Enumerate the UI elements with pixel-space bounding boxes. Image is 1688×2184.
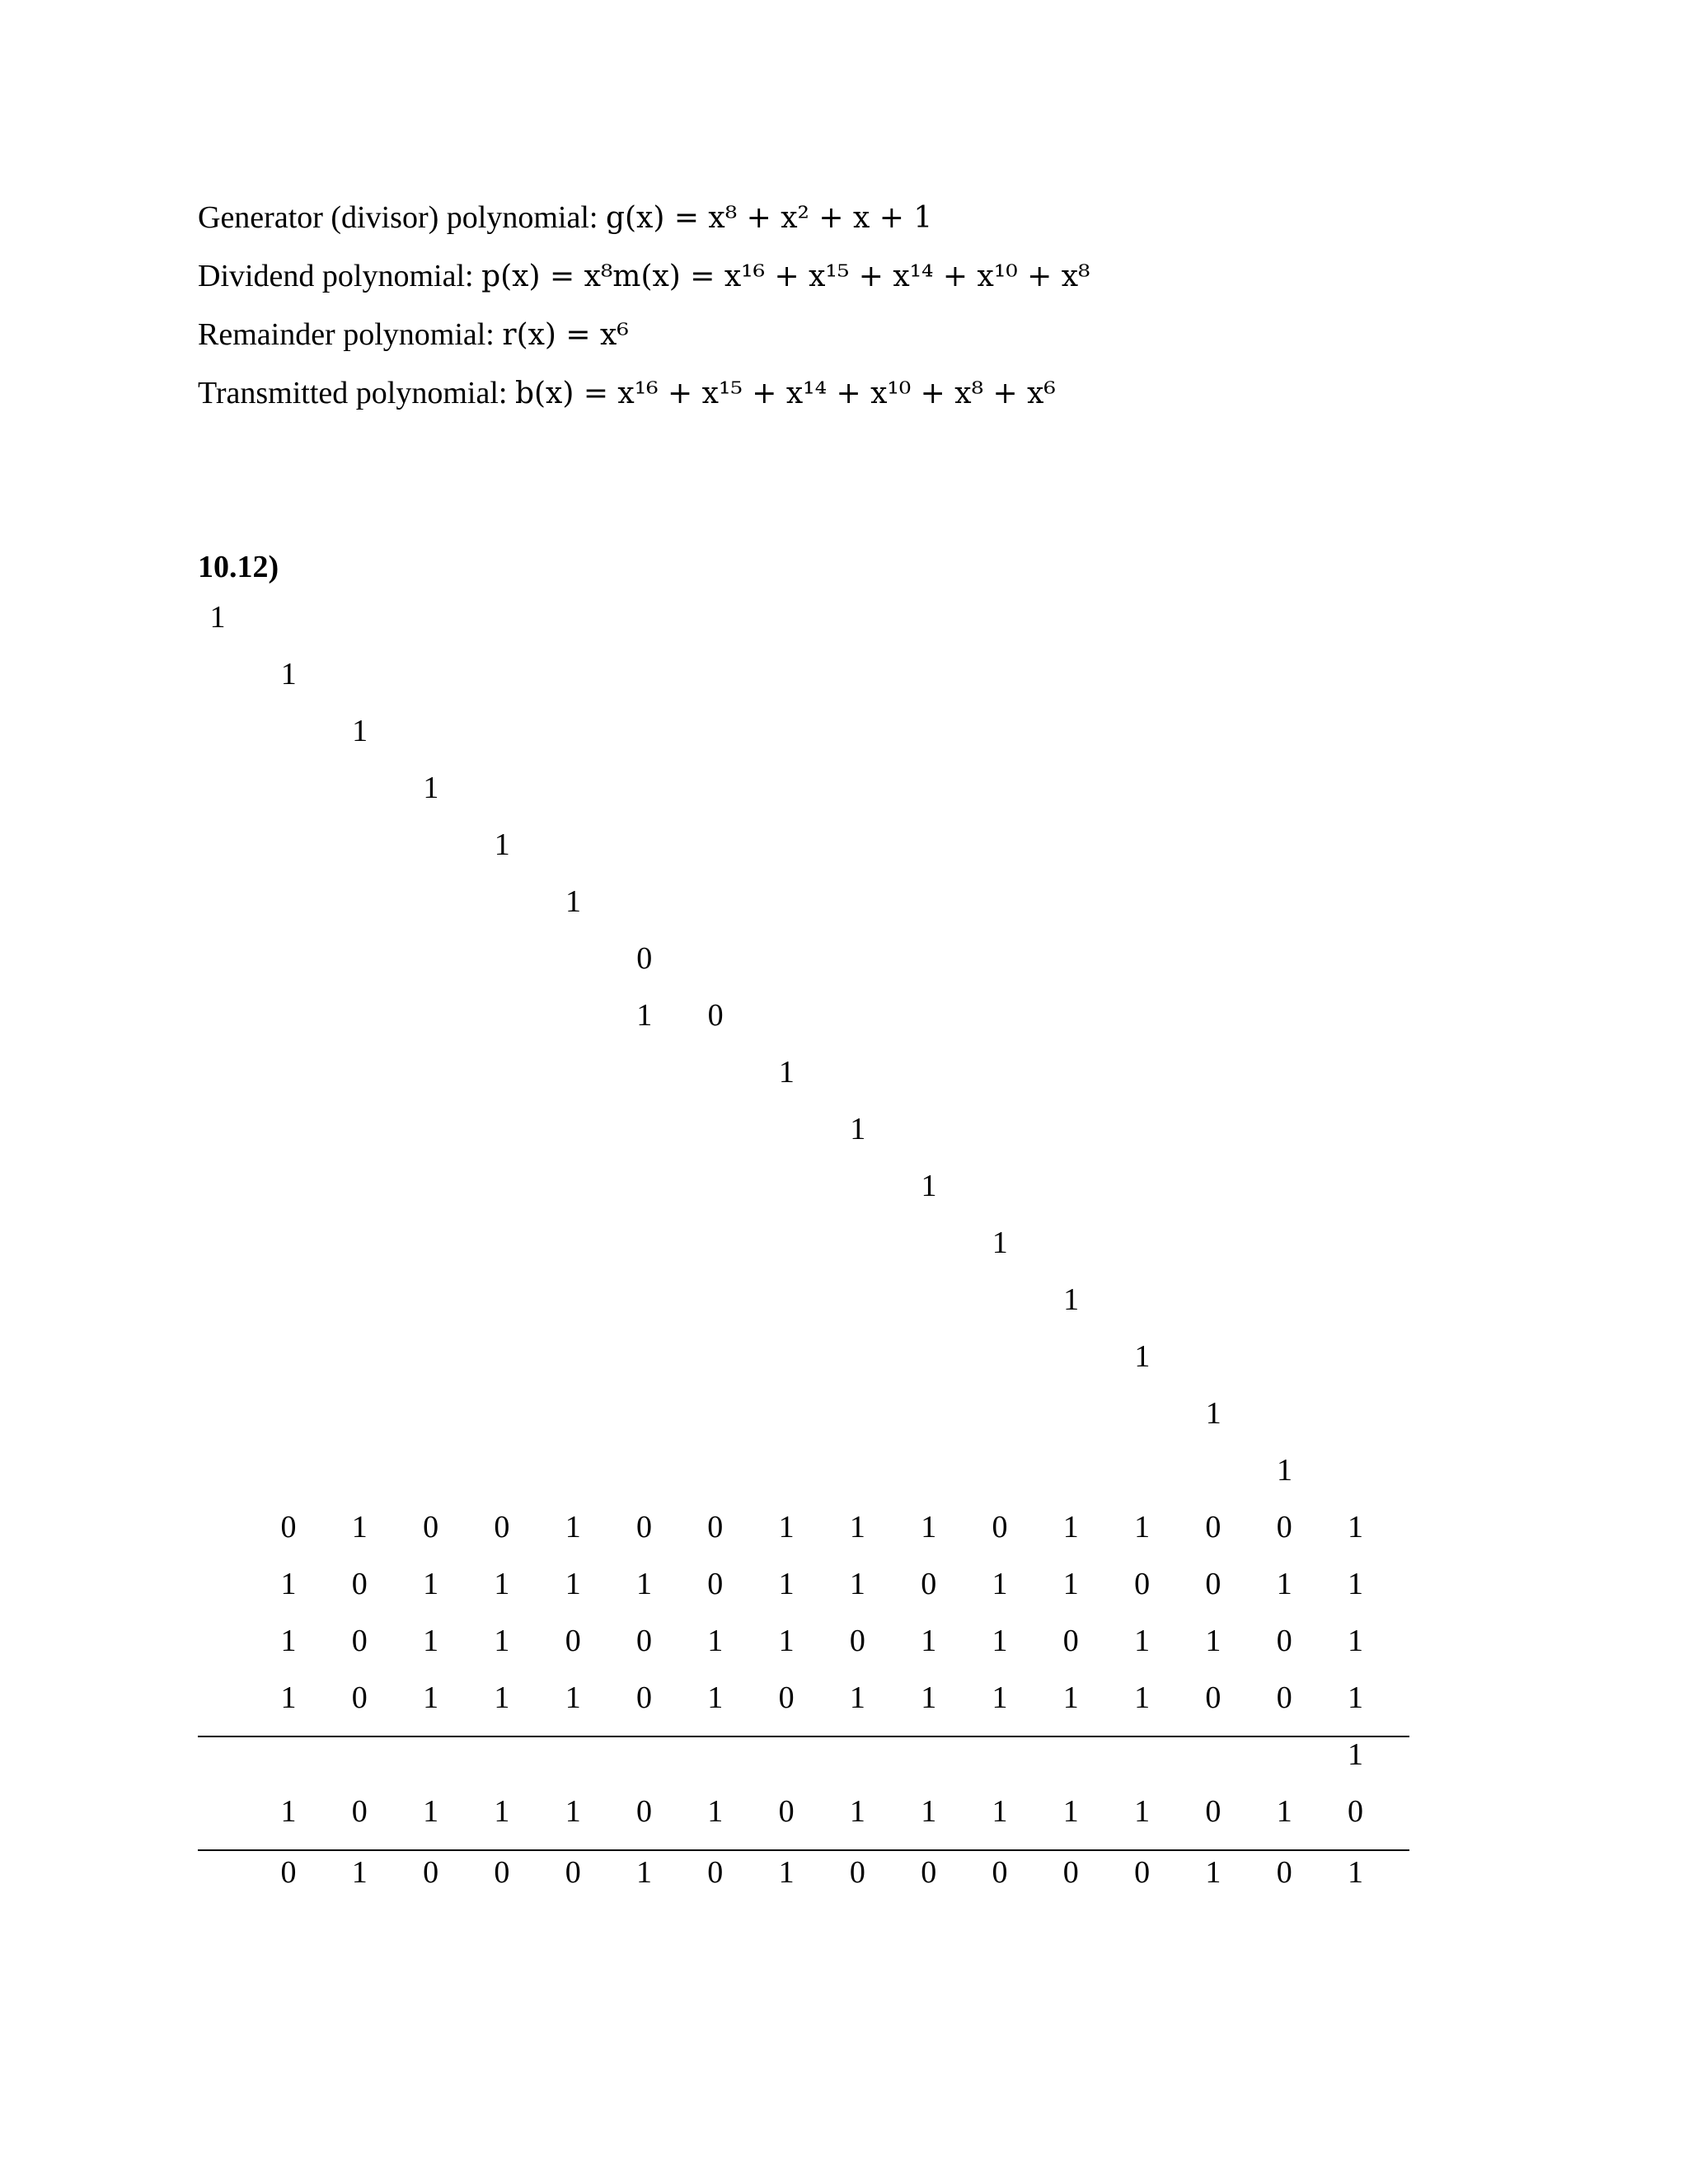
generator-expression: g(x) = x⁸ + x² + x + 1 (605, 201, 933, 235)
result-bit: 1 (1205, 1855, 1221, 1890)
matrix-bit: 0 (707, 1510, 724, 1544)
matrix-bit: 0 (1134, 1567, 1151, 1601)
sum-bit: 1 (707, 1794, 724, 1829)
problem-heading: 10.12) (198, 550, 279, 584)
matrix-bit: 1 (992, 1624, 1008, 1658)
carry-bit: 1 (1348, 1737, 1363, 1772)
matrix-bit: 1 (1205, 1624, 1221, 1658)
matrix-bit: 0 (423, 1510, 439, 1544)
matrix-bit: 0 (1205, 1567, 1221, 1601)
matrix-bit: 1 (921, 1624, 937, 1658)
dividend-label: Dividend polynomial: (198, 259, 482, 293)
matrix-bit: 1 (778, 1510, 795, 1544)
matrix-bit: 0 (636, 1510, 652, 1544)
matrix-bit: 1 (565, 1680, 581, 1715)
sum-bit: 1 (280, 1794, 297, 1829)
matrix-bit: 1 (707, 1624, 724, 1658)
diagonal-bit: 1 (992, 1226, 1008, 1260)
matrix-bit: 0 (636, 1680, 652, 1715)
matrix-bit: 1 (1348, 1624, 1363, 1658)
matrix-bit: 1 (849, 1567, 865, 1601)
sum-bit: 0 (351, 1794, 368, 1829)
matrix-bit: 0 (351, 1624, 368, 1658)
sum-bit: 1 (494, 1794, 510, 1829)
matrix-bit: 0 (351, 1680, 368, 1715)
sum-bit: 0 (636, 1794, 652, 1829)
diagonal-bit: 1 (423, 771, 439, 805)
sum-divider-line (198, 1736, 1409, 1737)
sum-bit: 0 (1348, 1794, 1363, 1829)
diagonal-bit: 1 (494, 827, 510, 862)
matrix-bit: 1 (707, 1680, 724, 1715)
matrix-bit: 1 (1348, 1680, 1363, 1715)
transmitted-expression: b(x) = x¹⁶ + x¹⁵ + x¹⁴ + x¹⁰ + x⁸ + x⁶ (514, 377, 1056, 410)
matrix-bit: 1 (778, 1567, 795, 1601)
diagonal-bit: 0 (707, 998, 724, 1033)
matrix-bit: 1 (423, 1624, 439, 1658)
diagonal-bit: 1 (1277, 1453, 1292, 1488)
matrix-bit: 1 (494, 1624, 510, 1658)
matrix-bit: 1 (565, 1510, 581, 1544)
matrix-bit: 0 (1205, 1510, 1221, 1544)
result-bit: 0 (707, 1855, 724, 1890)
matrix-bit: 1 (849, 1510, 865, 1544)
matrix-bit: 1 (1062, 1510, 1079, 1544)
matrix-bit: 1 (280, 1680, 297, 1715)
diagonal-bit: 1 (352, 714, 368, 748)
diagonal-bit: 1 (1134, 1339, 1151, 1374)
diagonal-bit: 1 (280, 657, 297, 691)
matrix-bit: 1 (1062, 1680, 1079, 1715)
matrix-bit: 1 (494, 1680, 510, 1715)
matrix-bit: 1 (280, 1624, 297, 1658)
transmitted-label: Transmitted polynomial: (198, 376, 515, 410)
matrix-bit: 1 (423, 1567, 439, 1601)
result-divider-line (198, 1849, 1409, 1851)
matrix-bit: 1 (1348, 1510, 1363, 1544)
result-bit: 0 (280, 1855, 297, 1890)
matrix-bit: 0 (1276, 1510, 1292, 1544)
sum-bit: 1 (1134, 1794, 1151, 1829)
generator-polynomial-line (198, 198, 932, 238)
result-bit: 1 (351, 1855, 368, 1890)
result-bit: 0 (992, 1855, 1008, 1890)
matrix-bit: 1 (1134, 1624, 1151, 1658)
sum-bit: 1 (423, 1794, 439, 1829)
remainder-expression: r(x) = x⁶ (502, 318, 629, 352)
matrix-bit: 0 (494, 1510, 510, 1544)
result-bit: 0 (423, 1855, 439, 1890)
result-bit: 1 (636, 1855, 652, 1890)
matrix-bit: 1 (921, 1680, 937, 1715)
matrix-bit: 0 (636, 1624, 652, 1658)
result-bit: 0 (921, 1855, 937, 1890)
dividend-expression: p(x) = x⁸m(x) = x¹⁶ + x¹⁵ + x¹⁴ + x¹⁰ + x⁸ (481, 260, 1090, 293)
matrix-bit: 0 (351, 1567, 368, 1601)
diagonal-bit: 1 (921, 1169, 937, 1203)
matrix-bit: 1 (992, 1567, 1008, 1601)
matrix-bit: 0 (921, 1567, 937, 1601)
matrix-bit: 0 (707, 1567, 724, 1601)
diagonal-bit: 1 (636, 998, 653, 1033)
diagonal-bit: 1 (778, 1055, 795, 1090)
matrix-bit: 1 (423, 1680, 439, 1715)
diagonal-bit: 1 (1063, 1282, 1080, 1317)
matrix-bit: 1 (494, 1567, 510, 1601)
result-bit: 1 (778, 1855, 795, 1890)
sum-bit: 1 (992, 1794, 1008, 1829)
sum-bit: 0 (1205, 1794, 1221, 1829)
matrix-bit: 0 (778, 1680, 795, 1715)
remainder-polynomial-line (198, 315, 629, 355)
matrix-bit: 0 (565, 1624, 581, 1658)
matrix-bit: 1 (565, 1567, 581, 1601)
sum-bit: 1 (565, 1794, 581, 1829)
diagonal-bit: 1 (1205, 1396, 1221, 1431)
matrix-bit: 0 (992, 1510, 1008, 1544)
diagonal-bit: 1 (850, 1112, 866, 1146)
diagonal-bit: 1 (209, 600, 226, 635)
matrix-bit: 0 (1062, 1624, 1079, 1658)
sum-bit: 1 (921, 1794, 937, 1829)
matrix-bit: 1 (1134, 1680, 1151, 1715)
matrix-bit: 1 (921, 1510, 937, 1544)
sum-bit: 1 (849, 1794, 865, 1829)
result-bit: 0 (565, 1855, 581, 1890)
remainder-label: Remainder polynomial: (198, 317, 503, 352)
matrix-bit: 1 (992, 1680, 1008, 1715)
result-bit: 0 (1062, 1855, 1079, 1890)
matrix-bit: 1 (1134, 1510, 1151, 1544)
matrix-bit: 0 (1276, 1624, 1292, 1658)
sum-bit: 1 (1062, 1794, 1079, 1829)
matrix-bit: 1 (1348, 1567, 1363, 1601)
result-bit: 1 (1348, 1855, 1363, 1890)
result-bit: 0 (849, 1855, 865, 1890)
matrix-bit: 1 (778, 1624, 795, 1658)
result-bit: 0 (1134, 1855, 1151, 1890)
matrix-bit: 1 (636, 1567, 652, 1601)
matrix-bit: 1 (351, 1510, 368, 1544)
dividend-polynomial-line (198, 256, 1090, 297)
matrix-bit: 1 (280, 1567, 297, 1601)
transmitted-polynomial-line (198, 373, 1056, 414)
result-bit: 0 (494, 1855, 510, 1890)
result-bit: 0 (1276, 1855, 1292, 1890)
diagonal-bit: 0 (636, 941, 653, 976)
matrix-bit: 1 (1062, 1567, 1079, 1601)
sum-bit: 0 (778, 1794, 795, 1829)
matrix-bit: 0 (1276, 1680, 1292, 1715)
matrix-bit: 0 (280, 1510, 297, 1544)
matrix-bit: 1 (849, 1680, 865, 1715)
matrix-bit: 0 (849, 1624, 865, 1658)
matrix-bit: 1 (1276, 1567, 1292, 1601)
sum-bit: 1 (1276, 1794, 1292, 1829)
generator-label: Generator (divisor) polynomial: (198, 200, 606, 235)
diagonal-bit: 1 (565, 884, 581, 919)
matrix-bit: 0 (1205, 1680, 1221, 1715)
